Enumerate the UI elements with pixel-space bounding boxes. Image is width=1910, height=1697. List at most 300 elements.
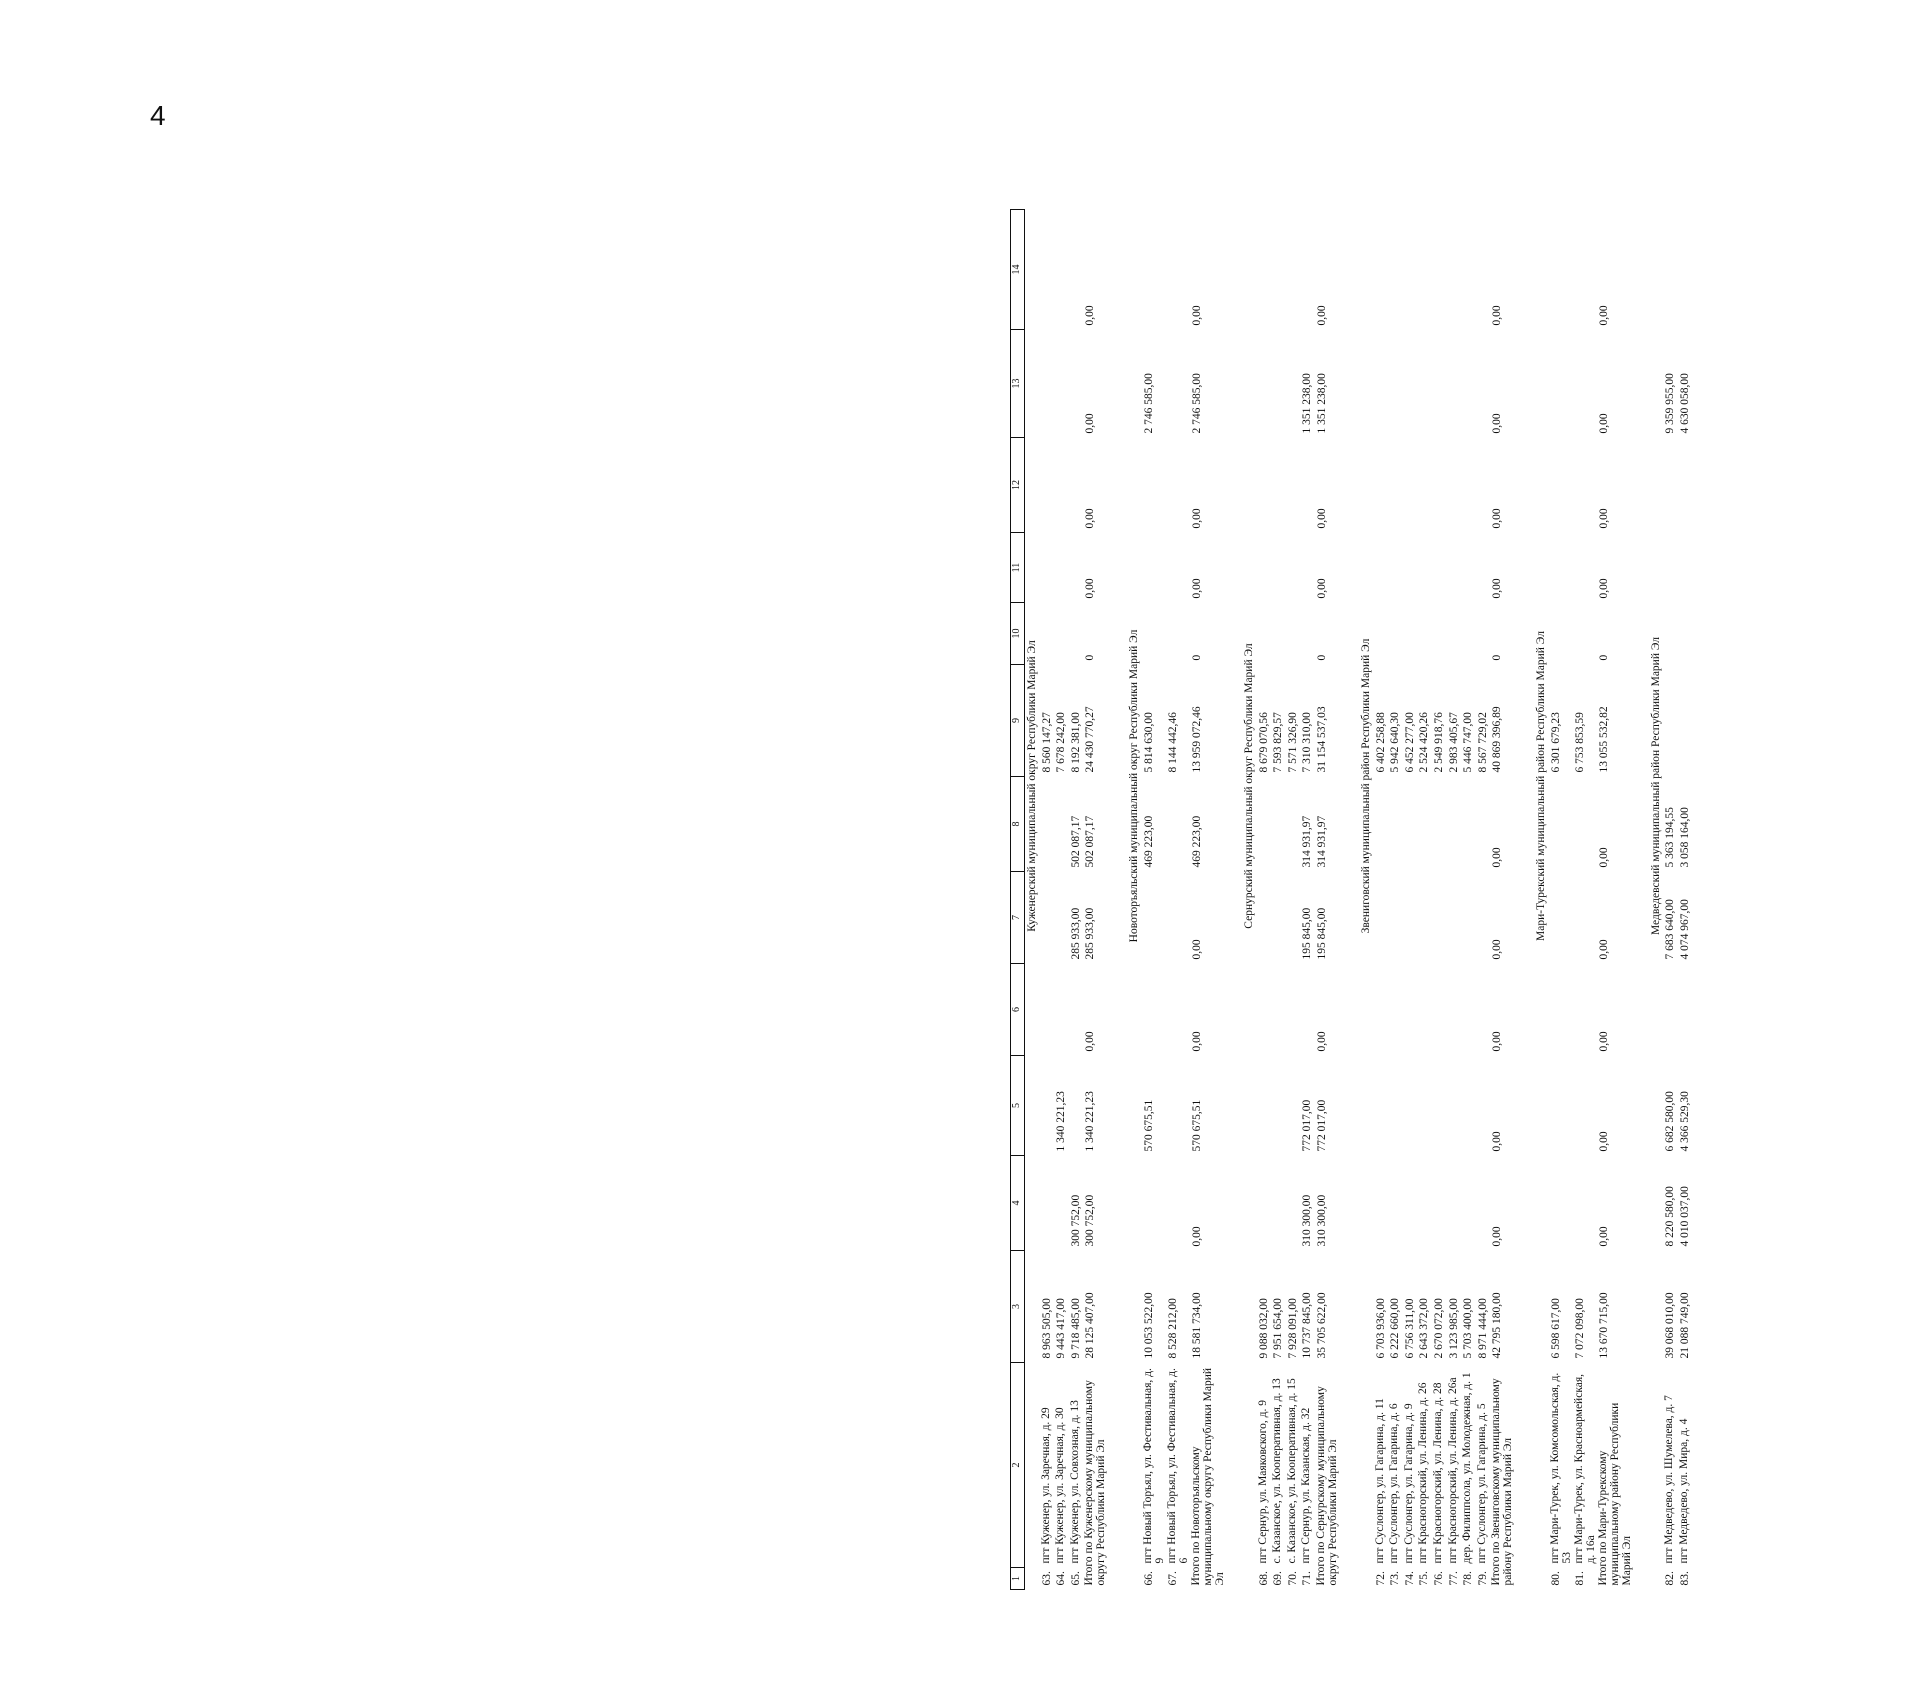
value-cell [1069,330,1084,438]
value-cell: 9 443 417,00 [1055,1298,1068,1359]
gap-cell [1633,210,1649,1590]
value-cell [1054,603,1069,665]
value-cell [1549,330,1573,438]
value-cell [1257,603,1272,665]
value-cell [1286,330,1301,438]
value-cell [1286,872,1301,964]
total-value-cell: 0,00 [1597,1031,1610,1052]
table-row [1461,210,1476,1590]
row-number: 74. [1403,1571,1416,1586]
value-cell [1388,438,1403,533]
value-cell [1388,777,1403,872]
total-value-cell: 0,00 [1084,508,1097,529]
total-value-cell: 0,00 [1491,578,1504,599]
total-value-cell: 0 [1597,654,1610,661]
value-cell [1447,964,1462,1056]
value-cell: 10 737 845,00 [1301,1292,1314,1359]
value-cell [1461,1056,1476,1156]
value-cell [1549,533,1573,603]
column-header: 14 [1011,210,1025,330]
value-cell [1388,210,1403,330]
value-cell [1417,964,1432,1056]
total-row [1190,210,1226,1590]
value-cell: 5 446 747,00 [1462,712,1475,773]
value-cell [1432,1156,1447,1251]
spacer-cell [1534,1363,1549,1590]
value-cell [1476,330,1491,438]
value-cell [1403,1056,1418,1156]
row-number: 67. [1166,1571,1179,1586]
value-cell [1257,210,1272,330]
value-cell [1461,603,1476,665]
value-cell [1549,777,1573,872]
value-cell [1166,533,1190,603]
value-cell [1432,438,1447,533]
table-row [1388,210,1403,1590]
total-value-cell: 0,00 [1084,578,1097,599]
value-cell [1054,777,1069,872]
value-cell [1388,533,1403,603]
value-cell [1663,533,1678,603]
value-cell [1069,964,1084,1056]
value-cell [1257,438,1272,533]
value-cell [1549,603,1573,665]
table-row [1549,210,1573,1590]
table-row [1040,210,1055,1590]
value-cell: 7 593 829,57 [1272,712,1285,773]
total-value-cell: 502 087,17 [1084,815,1097,868]
value-cell [1549,210,1573,330]
value-cell [1069,603,1084,665]
total-value-cell: 0,00 [1491,1031,1504,1052]
value-cell [1040,603,1055,665]
section-title-row [1025,210,1040,1590]
value-cell: 3 123 985,00 [1447,1298,1460,1359]
value-cell [1678,603,1693,665]
address-cell: пгт Суслонгер, ул. Гагарина, д. 5 [1475,1403,1488,1564]
value-cell [1432,330,1447,438]
value-cell: 502 087,17 [1069,815,1082,868]
section-title-row [1534,210,1549,1590]
value-cell: 195 845,00 [1301,907,1314,960]
total-value-cell: 0,00 [1491,939,1504,960]
rotated-table-sheet [1010,180,1910,1600]
value-cell [1432,1056,1447,1156]
total-value-cell: 0,00 [1190,305,1203,326]
value-cell [1166,330,1190,438]
section-title-row [1359,210,1374,1590]
value-cell [1663,603,1678,665]
column-header: 13 [1011,330,1025,438]
value-cell [1286,1056,1301,1156]
value-cell [1142,210,1166,330]
value-cell [1286,533,1301,603]
value-cell [1417,872,1432,964]
row-number: 82. [1664,1571,1677,1586]
total-value-cell: 0,00 [1315,578,1328,599]
total-value-cell: 31 154 537,03 [1315,706,1328,773]
value-cell [1461,210,1476,330]
value-cell: 1 340 221,23 [1055,1091,1068,1152]
section-title: Куженерский муниципальный округ Республики Марий Эл [1026,640,1038,932]
total-value-cell: 300 752,00 [1084,1194,1097,1247]
value-cell [1300,964,1315,1056]
value-cell [1476,1056,1491,1156]
value-cell [1286,603,1301,665]
value-cell [1257,777,1272,872]
column-header: 4 [1011,1156,1025,1251]
value-cell: 8 528 212,00 [1166,1298,1179,1359]
row-number: 76. [1432,1571,1445,1586]
section-title: Новоторъяльский муниципальный округ Республики Марий Эл [1128,629,1141,943]
gap-cell [1111,210,1127,1590]
value-cell: 8 192 381,00 [1069,712,1082,773]
value-cell [1417,438,1432,533]
value-cell [1054,964,1069,1056]
value-cell [1461,964,1476,1056]
value-cell [1447,1156,1462,1251]
spacer-cell [1242,1363,1257,1590]
value-cell [1166,872,1190,964]
value-cell [1374,533,1389,603]
value-cell: 7 072 098,00 [1573,1298,1586,1359]
section-title-row [1649,210,1664,1590]
value-cell: 6 402 258,88 [1374,712,1387,773]
value-cell [1040,438,1055,533]
value-cell [1573,603,1597,665]
value-cell [1432,777,1447,872]
value-cell [1403,964,1418,1056]
value-cell [1271,777,1286,872]
row-number: 68. [1257,1571,1270,1586]
total-row [1597,210,1633,1590]
value-cell [1476,533,1491,603]
value-cell [1417,1156,1432,1251]
value-cell: 9 088 032,00 [1257,1298,1270,1359]
value-cell [1054,210,1069,330]
section-title-row [1242,210,1257,1590]
value-cell [1573,777,1597,872]
value-cell [1403,1156,1418,1251]
value-cell [1388,1056,1403,1156]
value-cell [1447,210,1462,330]
section-title: Сернурский муниципальный округ Республики Марий Эл [1242,643,1255,929]
value-cell [1476,1156,1491,1251]
total-value-cell: 0,00 [1315,1031,1328,1052]
total-value-cell: 0 [1315,654,1328,661]
total-value-cell: 0,00 [1491,305,1504,326]
gap-cell [1343,210,1359,1590]
value-cell: 469 223,00 [1142,815,1155,868]
value-cell: 300 752,00 [1069,1194,1082,1247]
value-cell [1166,210,1190,330]
value-cell [1166,964,1190,1056]
address-cell: пгт Куженер, ул. Заречная, д. 30 [1054,1407,1067,1564]
value-cell [1166,438,1190,533]
total-value-cell: 0,00 [1491,1226,1504,1247]
value-cell [1286,964,1301,1056]
value-cell: 9 718 485,00 [1069,1298,1082,1359]
value-cell [1166,777,1190,872]
total-value-cell: 0,00 [1190,508,1203,529]
value-cell: 4 630 058,00 [1679,373,1692,434]
value-cell [1573,438,1597,533]
value-cell [1476,872,1491,964]
total-value-cell: 0,00 [1597,1226,1610,1247]
value-cell [1300,603,1315,665]
address-cell: пгт Новый Торъял, ул. Фестивальная, д. 6 [1165,1368,1190,1564]
total-value-cell: 0,00 [1491,1131,1504,1152]
value-cell [1257,1156,1272,1251]
address-cell: пгт Медведево, ул. Шумелева, д. 7 [1663,1395,1676,1564]
value-cell [1476,210,1491,330]
row-number: 78. [1462,1571,1475,1586]
value-cell [1286,438,1301,533]
column-header: 9 [1011,665,1025,777]
value-cell [1476,964,1491,1056]
value-cell [1432,210,1447,330]
value-cell [1069,438,1084,533]
value-cell [1388,964,1403,1056]
value-cell [1417,533,1432,603]
section-gap [1633,210,1649,1590]
section-title: Звениговский муниципальный район Республики Марий Эл [1359,638,1372,934]
section-title-row [1127,210,1142,1590]
value-cell [1476,603,1491,665]
section-gap [1343,210,1359,1590]
total-value-cell: 0 [1084,654,1097,661]
value-cell [1166,1056,1190,1156]
address-cell: пгт Суслонгер, ул. Гагарина, д. 6 [1388,1403,1401,1564]
table-row [1432,210,1447,1590]
total-value-cell: 13 055 532,82 [1597,706,1610,773]
value-cell [1549,964,1573,1056]
total-value-cell: 18 581 734,00 [1190,1292,1203,1359]
value-cell [1447,872,1462,964]
value-cell [1403,777,1418,872]
value-cell [1678,964,1693,1056]
value-cell [1417,210,1432,330]
value-cell [1403,210,1418,330]
value-cell [1461,330,1476,438]
value-cell: 6 598 617,00 [1549,1298,1562,1359]
total-value-cell: 1 340 221,23 [1084,1091,1097,1152]
total-value-cell: 0,00 [1190,578,1203,599]
value-cell [1573,1156,1597,1251]
total-value-cell: 0,00 [1084,1031,1097,1052]
value-cell: 3 058 164,00 [1679,807,1692,868]
value-cell [1271,1156,1286,1251]
value-cell [1663,438,1678,533]
address-cell: пгт Красногорский, ул. Ленина, д. 26 [1417,1382,1430,1564]
value-cell: 7 683 640,00 [1664,899,1677,960]
value-cell [1054,1156,1069,1251]
column-number-header [1011,210,1025,1590]
value-cell [1271,533,1286,603]
value-cell: 310 300,00 [1301,1194,1314,1247]
table-row [1573,210,1597,1590]
value-cell [1054,330,1069,438]
value-cell [1374,1056,1389,1156]
value-cell [1476,438,1491,533]
value-cell: 21 088 749,00 [1679,1292,1692,1359]
value-cell: 2 670 072,00 [1432,1298,1445,1359]
value-cell [1432,603,1447,665]
value-cell: 7 310 310,00 [1301,712,1314,773]
value-cell [1271,872,1286,964]
row-number: 72. [1374,1571,1387,1586]
value-cell: 5 363 194,55 [1664,807,1677,868]
table-row [1069,210,1084,1590]
spacer-cell [1649,1363,1664,1590]
row-number: 73. [1389,1571,1402,1586]
value-cell [1374,438,1389,533]
total-value-cell: 0 [1190,654,1203,661]
total-value-cell: 0,00 [1597,939,1610,960]
address-cell: пгт Сернур, ул. Казанская, д. 32 [1300,1407,1313,1564]
column-header: 7 [1011,872,1025,964]
value-cell: 2 983 405,67 [1447,712,1460,773]
value-cell [1257,964,1272,1056]
row-number: 71. [1301,1571,1314,1586]
value-cell [1142,438,1166,533]
column-header: 11 [1011,533,1025,603]
value-cell [1388,872,1403,964]
total-value-cell: 0,00 [1315,305,1328,326]
value-cell: 7 951 654,00 [1272,1298,1285,1359]
total-value-cell: 0,00 [1315,508,1328,529]
value-cell [1447,438,1462,533]
value-cell [1286,210,1301,330]
value-cell [1432,533,1447,603]
value-cell [1040,1056,1055,1156]
value-cell: 1 351 238,00 [1301,373,1314,434]
column-header: 3 [1011,1251,1025,1363]
value-cell [1388,330,1403,438]
value-cell [1054,533,1069,603]
value-cell [1573,210,1597,330]
value-cell [1461,777,1476,872]
value-cell: 6 452 277,00 [1403,712,1416,773]
value-cell [1432,964,1447,1056]
row-number: 77. [1447,1571,1460,1586]
value-cell [1678,533,1693,603]
value-cell [1054,872,1069,964]
value-cell: 9 359 955,00 [1664,373,1677,434]
value-cell [1549,438,1573,533]
value-cell [1447,1056,1462,1156]
value-cell [1271,438,1286,533]
value-cell [1069,533,1084,603]
page-number: 4 [150,100,166,131]
table-row [1374,210,1389,1590]
value-cell [1663,665,1678,777]
value-cell [1300,438,1315,533]
total-label: Итого по Мари-Турекскому муниципальному району Республики Марий Эл [1596,1402,1633,1586]
value-cell [1271,603,1286,665]
value-cell: 772 017,00 [1301,1099,1314,1152]
total-value-cell: 0 [1491,654,1504,661]
total-value-cell: 772 017,00 [1315,1099,1328,1152]
value-cell: 2 549 918,76 [1432,712,1445,773]
value-cell [1573,872,1597,964]
total-value-cell: 2 746 585,00 [1190,373,1203,434]
row-number: 69. [1272,1571,1285,1586]
value-cell [1403,438,1418,533]
value-cell: 6 756 311,00 [1403,1298,1416,1359]
table-row [1257,210,1272,1590]
address-cell: пгт Мари-Турек, ул. Комсомольская, д. 53 [1548,1372,1573,1564]
row-number: 80. [1549,1571,1562,1586]
value-cell [1461,872,1476,964]
total-value-cell: 0,00 [1597,578,1610,599]
value-cell [1549,1156,1573,1251]
data-table [1010,209,1709,1590]
value-cell [1040,872,1055,964]
value-cell [1374,777,1389,872]
total-value-cell: 42 795 180,00 [1491,1292,1504,1359]
value-cell [1257,1056,1272,1156]
total-value-cell: 285 933,00 [1084,907,1097,960]
address-cell: пгт Красногорский, ул. Ленина, д. 26а [1446,1377,1459,1564]
value-cell [1286,1156,1301,1251]
value-cell [1069,1056,1084,1156]
table-row [1271,210,1286,1590]
section-gap [1111,210,1127,1590]
value-cell: 39 068 010,00 [1664,1292,1677,1359]
value-cell [1447,603,1462,665]
total-value-cell: 0,00 [1190,939,1203,960]
value-cell [1040,777,1055,872]
column-header: 6 [1011,964,1025,1056]
total-row [1490,210,1518,1590]
value-cell [1271,1056,1286,1156]
total-value-cell: 0,00 [1597,413,1610,434]
total-value-cell: 0,00 [1190,1226,1203,1247]
row-number: 79. [1476,1571,1489,1586]
gap-cell [1693,210,1709,1590]
column-header: 12 [1011,438,1025,533]
value-cell [1461,533,1476,603]
row-number: 65. [1069,1571,1082,1586]
value-cell [1417,603,1432,665]
total-row [1083,210,1111,1590]
value-cell [1257,533,1272,603]
value-cell [1271,210,1286,330]
address-cell: пгт Мари-Турек, ул. Красноармейская, д. 16а [1572,1374,1597,1564]
value-cell: 4 010 037,00 [1679,1186,1692,1247]
value-cell: 8 567 729,02 [1476,712,1489,773]
total-value-cell: 195 845,00 [1315,907,1328,960]
table-row [1476,210,1491,1590]
value-cell: 6 703 936,00 [1374,1298,1387,1359]
value-cell: 6 682 580,00 [1664,1091,1677,1152]
value-cell: 6 222 660,00 [1389,1298,1402,1359]
value-cell [1678,210,1693,330]
value-cell [1142,603,1166,665]
value-cell [1549,1056,1573,1156]
value-cell [1573,533,1597,603]
value-cell [1476,777,1491,872]
section-gap [1226,210,1242,1590]
value-cell [1040,533,1055,603]
value-cell [1447,533,1462,603]
table-row [1300,210,1315,1590]
value-cell [1040,210,1055,330]
value-cell [1142,964,1166,1056]
value-cell: 2 524 420,26 [1418,712,1431,773]
section-gap [1693,210,1709,1590]
